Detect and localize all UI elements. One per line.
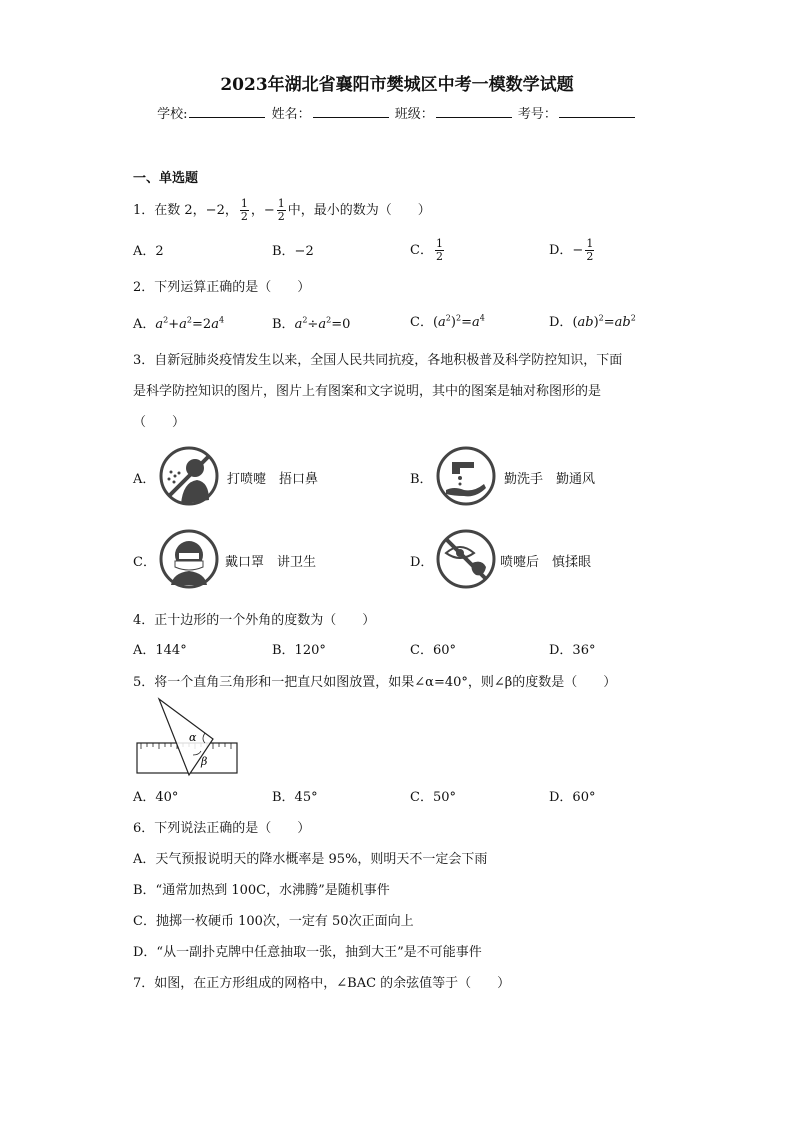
q6-option-a[interactable]: A．天气预报说明天的降水概率是 95%，则明天不一定会下雨: [133, 852, 488, 867]
q3-option-b[interactable]: B．: [410, 472, 433, 487]
class-blank[interactable]: [436, 105, 512, 118]
question-3-stem-line3: （ ）: [133, 415, 186, 430]
q2-option-d[interactable]: D．$(ab)^2=ab^2$: [549, 313, 636, 330]
question-5-stem: 5．将一个直角三角形和一把直尺如图放置，如果∠α=40°，则∠β的度数是（ ）: [133, 675, 617, 690]
exam-no-blank[interactable]: [559, 105, 635, 118]
q5-option-d[interactable]: D．60°: [549, 790, 596, 805]
q3-option-d-caption: 喷嚏后 慎揉眼: [500, 555, 592, 570]
q1-option-c[interactable]: C． $\frac{1}{2}$: [410, 237, 443, 263]
q6-option-c[interactable]: C．抛掷一枚硬币 100次，一定有 50次正面向上: [133, 914, 414, 929]
beta-label: β: [201, 755, 208, 768]
question-3-stem-line2: 是科学防控知识的图片，图片上有图案和文字说明，其中的图案是轴对称图形的是: [133, 384, 602, 399]
student-info-line: [0, 103, 794, 122]
question-2-stem: 2．下列运算正确的是（ ）: [133, 280, 311, 295]
page-title: 2023年湖北省襄阳市樊城区中考一模数学试题: [220, 75, 574, 95]
question-3-stem-line1: 3．自新冠肺炎疫情发生以来，全国人民共同抗疫，各地积极普及科学防控知识，下面: [133, 353, 623, 368]
school-label: 学校:: [157, 107, 188, 122]
q4-option-a[interactable]: A．144°: [133, 643, 187, 658]
q2-option-b[interactable]: B．$a^2\div a^2=0$: [272, 315, 351, 332]
question-1-stem: 1．在数 2，−2， $\frac{1}{2}$ ，− $\frac{1}{2}$ 中，最小的数为（ ）: [133, 197, 431, 223]
question-6-stem: 6．下列说法正确的是（ ）: [133, 821, 311, 836]
q6-option-b[interactable]: B．“通常加热到 100C，水沸腾”是随机事件: [133, 883, 390, 898]
q5-option-c[interactable]: C．50°: [410, 790, 456, 805]
q3-option-c-caption: 戴口罩 讲卫生: [225, 555, 317, 570]
fraction: $\frac{1}{2}$: [240, 197, 248, 223]
question-4-stem: 4．正十边形的一个外角的度数为（ ）: [133, 613, 376, 628]
q3-option-b-caption: 勤洗手 勤通风: [504, 472, 596, 487]
alpha-label: α: [189, 731, 197, 744]
q1-option-b[interactable]: B．−2: [272, 244, 314, 259]
q3-option-a[interactable]: A．: [133, 472, 156, 487]
sneeze-icon: [159, 446, 219, 506]
name-blank[interactable]: [313, 105, 389, 118]
q5-option-b[interactable]: B．45°: [272, 790, 318, 805]
q2-option-c[interactable]: C．$(a^2)^2=a^4$: [410, 313, 485, 330]
fraction: $\frac{1}{2}$: [277, 197, 285, 223]
q3-option-d[interactable]: D．: [410, 555, 434, 570]
mask-icon: [159, 529, 219, 589]
q3-option-c[interactable]: C．: [133, 555, 156, 570]
name-label: 姓名：: [271, 107, 311, 122]
q5-option-a[interactable]: A．40°: [133, 790, 179, 805]
handwash-icon: [436, 446, 496, 506]
q1-option-d[interactable]: D．− $\frac{1}{2}$: [549, 237, 594, 263]
exam-no-label: 考号：: [517, 107, 557, 122]
q4-option-b[interactable]: B．120°: [272, 643, 326, 658]
q4-option-d[interactable]: D．36°: [549, 643, 596, 658]
question-7-stem: 7．如图，在正方形组成的网格中，∠BAC 的余弦值等于（ ）: [133, 976, 511, 991]
class-label: 班级：: [394, 107, 434, 122]
section-heading: 一、单选题: [133, 171, 199, 186]
triangle-ruler-figure: [135, 697, 239, 777]
q4-option-c[interactable]: C．60°: [410, 643, 456, 658]
q6-option-d[interactable]: D．“从一副扑克牌中任意抽取一张，抽到大王”是不可能事件: [133, 945, 482, 960]
q2-option-a[interactable]: A．$a^2+a^2=2a^4$: [133, 315, 225, 332]
school-blank[interactable]: [189, 105, 265, 118]
q3-option-a-caption: 打喷嚏 捂口鼻: [227, 472, 319, 487]
no-eye-rubbing-icon: [436, 529, 496, 589]
q1-option-a[interactable]: A．2: [133, 244, 164, 259]
